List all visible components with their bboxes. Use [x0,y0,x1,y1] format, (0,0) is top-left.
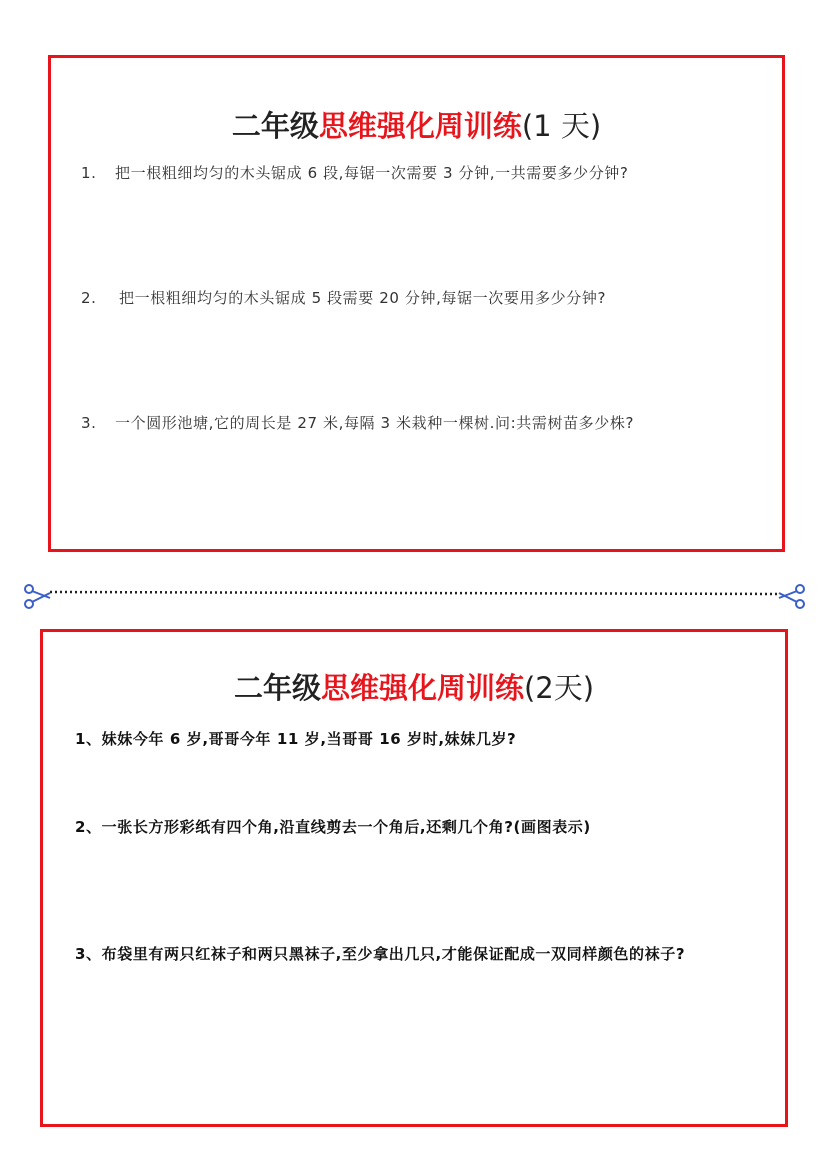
day1-question-2 [81,287,606,308]
question-text: 把一根粗细均匀的木头锯成 6 段,每锯一次需要 3 分钟,一共需要多少分钟? [115,164,629,182]
day1-title-prefix: 二年级 [231,109,319,143]
day2-question-2: 2、一张长方形彩纸有四个角,沿直线剪去一个角后,还剩几个角?(画图表示) [75,818,591,836]
day2-question-3: 3、布袋里有两只红袜子和两只黑袜子,至少拿出几只,才能保证配成一双同样颜色的袜子? [75,945,686,963]
question-text: 一个圆形池塘,它的周长是 27 米,每隔 3 米栽种一棵树.问:共需树苗多少株? [115,414,635,432]
question-number: 3. [81,414,97,432]
day2-title-highlight: 思维强化周训练 [320,671,524,705]
cut-line [0,580,827,610]
day1-title [51,104,782,145]
day2-title [43,666,785,707]
day1-question-3 [81,412,634,433]
scissors-icon [779,585,804,608]
day2-title-prefix: 二年级 [233,671,321,705]
day2-card [40,629,788,1127]
scissors-icon [25,585,50,608]
question-text: 把一根粗细均匀的木头锯成 5 段需要 20 分钟,每锯一次要用多少分钟? [119,289,607,307]
day1-card [48,55,785,552]
day1-title-highlight: 思维强化周训练 [318,109,522,143]
question-number: 1. [81,164,97,182]
day2-question-1: 1、妹妹今年 6 岁,哥哥今年 11 岁,当哥哥 16 岁时,妹妹几岁? [75,730,517,748]
day1-question-1 [81,162,628,183]
question-number: 2. [81,289,97,307]
dotted-divider [50,592,780,594]
day1-title-suffix: (1 天) [521,109,602,143]
day2-title-suffix: (2天) [523,671,595,705]
